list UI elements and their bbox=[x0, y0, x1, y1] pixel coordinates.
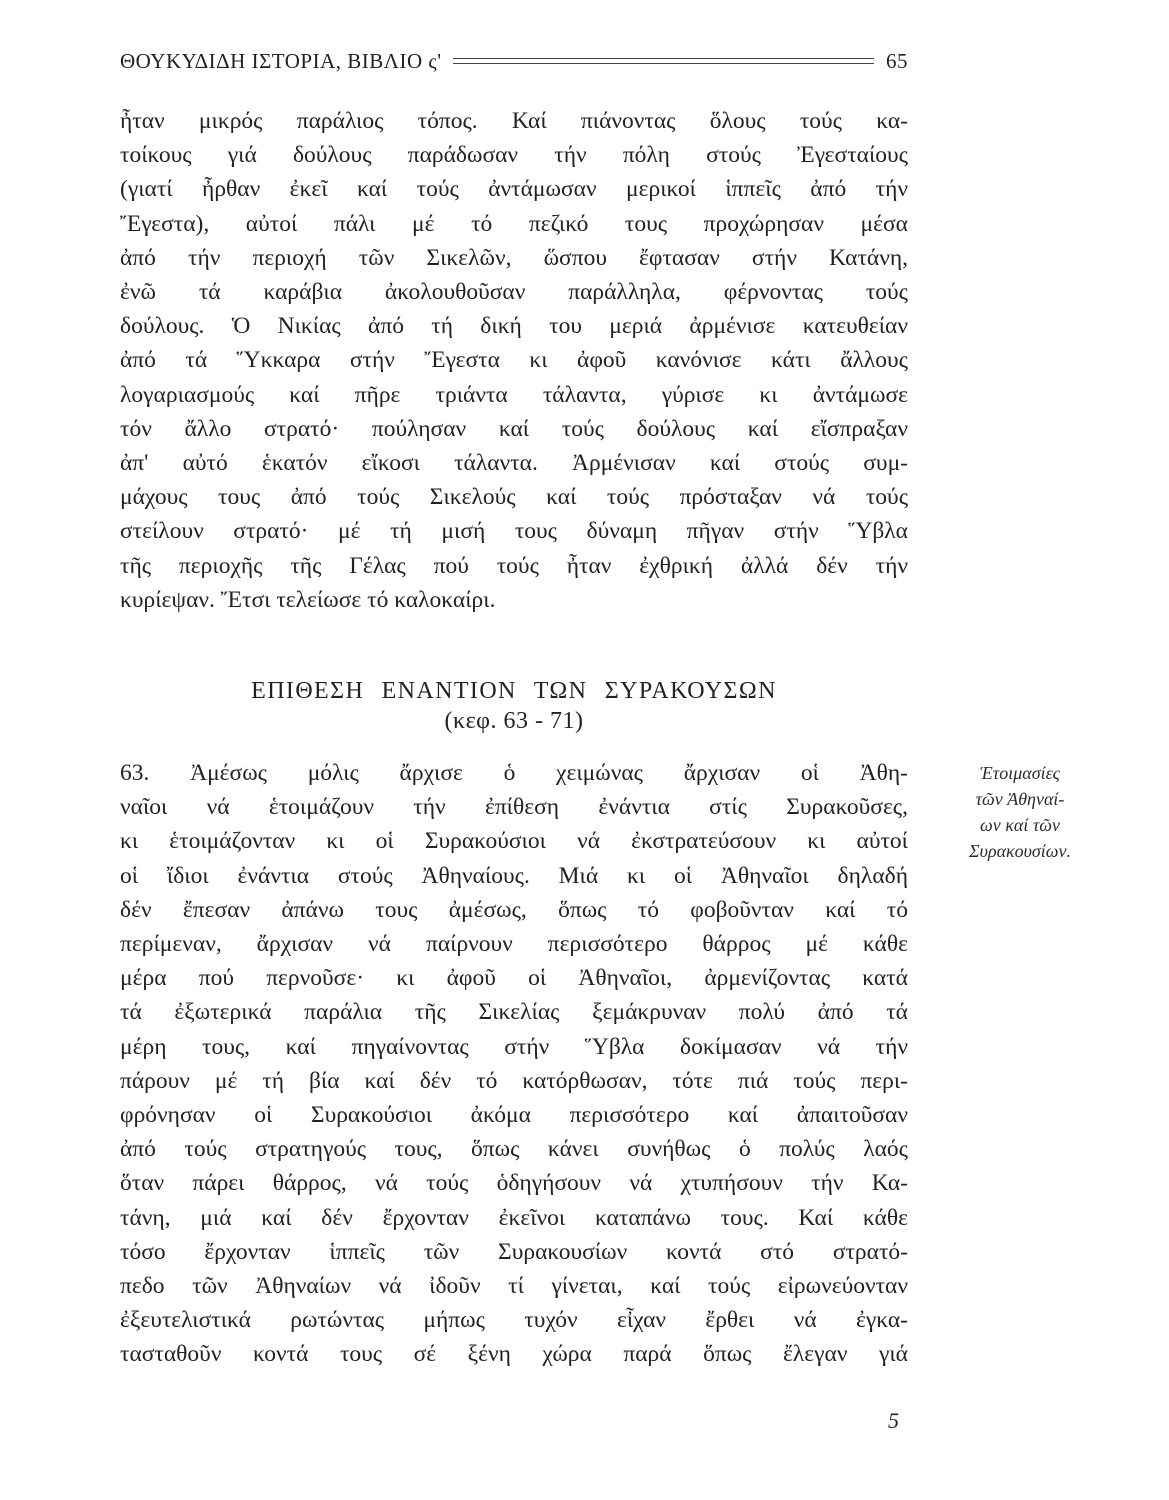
margin-note bbox=[940, 760, 1100, 864]
paragraph-2 bbox=[120, 756, 908, 1372]
text-line: ἦταν μικρός παράλιος τόπος. Καί πιάνοντας ὅλους τούς κα- bbox=[120, 108, 908, 134]
header-rule bbox=[453, 58, 874, 64]
page-number: 65 bbox=[886, 48, 908, 73]
text-line: μέρη τους, καί πηγαίνοντας στήν Ὕβλα δοκίμασαν νά τήν bbox=[120, 1033, 908, 1060]
text-line: οἱ ἴδιοι ἐνάντια στούς Ἀθηναίους. Μιά κι οἱ Ἀθηναῖοι δηλαδή bbox=[120, 862, 908, 889]
text-line: δούλους. Ὁ Νικίας ἀπό τή δική του μεριά ἀρμένισε κατευθείαν bbox=[120, 313, 908, 340]
text-line: περίμεναν, ἄρχισαν νά παίρνουν περισσότερο θάρρος μέ κάθε bbox=[120, 931, 908, 958]
margin-note-line: Συρακουσίων. bbox=[968, 841, 1072, 861]
text-line: κι ἑτοιμάζονταν κι οἱ Συρακούσιοι νά ἐκστρατεύσουν κι αὐτοί bbox=[120, 828, 908, 855]
text-line: πεδο τῶν Ἀθηναίων νά ἰδοῦν τί γίνεται, καί τούς εἰρωνεύονταν bbox=[120, 1273, 908, 1300]
text-line: δέν ἔπεσαν ἀπάνω τους ἀμέσως, ὅπως τό φοβοῦνταν καί τό bbox=[120, 896, 908, 923]
text-line: τόσο ἔρχονταν ἱππεῖς τῶν Συρακουσίων κοντά στό στρατό- bbox=[120, 1238, 908, 1265]
text-line: στείλουν στρατό· μέ τή μισή τους δύναμη πῆγαν στήν Ὕβλα bbox=[120, 518, 908, 545]
text-line: ἀπό τούς στρατηγούς τους, ὅπως κάνει συνήθως ὁ πολύς λαός bbox=[120, 1136, 908, 1163]
section-chapters: (κεφ. 63 - 71) bbox=[444, 708, 584, 734]
text-line: τόν ἄλλο στρατό· πούλησαν καί τούς δούλους καί εἴσπραξαν bbox=[120, 415, 908, 442]
text-line: Ἔγεστα), αὐτοί πάλι μέ τό πεζικό τους προχώρησαν μέσα bbox=[120, 210, 908, 237]
text-line: πάρουν μέ τή βία καί δέν τό κατόρθωσαν, τότε πιά τούς περι- bbox=[120, 1067, 908, 1094]
text-line: τά ἐξωτερικά παράλια τῆς Σικελίας ξεμάκρυναν πολύ ἀπό τά bbox=[120, 999, 908, 1026]
text-line: τάνη, μιά καί δέν ἔρχονταν ἐκεῖνοι καταπάνω τους. Καί κάθε bbox=[120, 1204, 908, 1231]
header-title: ΘΟΥΚΥΔΙΔΗ ΙΣΤΟΡΙΑ, ΒΙΒΛΙΟ ς' bbox=[120, 48, 442, 73]
text-line: τῆς περιοχῆς τῆς Γέλας πού τούς ἦταν ἐχθρική ἀλλά δέν τήν bbox=[120, 552, 908, 579]
text-line: ἐνῶ τά καράβια ἀκολουθοῦσαν παράλληλα, φέρνοντας τούς bbox=[120, 279, 908, 306]
text-line: ἐξευτελιστικά ρωτώντας μήπως τυχόν εἶχαν ἔρθει νά ἐγκα- bbox=[120, 1307, 908, 1334]
text-line: τασταθοῦν κοντά τους σέ ξένη χώρα παρά ὅπως ἔλεγαν γιά bbox=[120, 1341, 908, 1368]
text-line: κυρίεψαν. Ἔτσι τελείωσε τό καλοκαίρι. bbox=[120, 586, 496, 613]
text-line: ἀπό τά Ὕκκαρα στήν Ἔγεστα κι ἀφοῦ κανόνισε κάτι ἄλλους bbox=[120, 347, 908, 374]
text-line: φρόνησαν οἱ Συρακούσιοι ἀκόμα περισσότερο καί ἀπαιτοῦσαν bbox=[120, 1102, 908, 1129]
text-line: μέρα πού περνοῦσε· κι ἀφοῦ οἱ Ἀθηναῖοι, ἀρμενίζοντας κατά bbox=[120, 965, 908, 992]
paragraph-1 bbox=[120, 104, 908, 617]
margin-note-line: ων καί τῶν bbox=[980, 815, 1060, 835]
text-line: (γιατί ἦρθαν ἐκεῖ καί τούς ἀντάμωσαν μερικοί ἱππεῖς ἀπό τήν bbox=[120, 176, 908, 203]
text-line: μάχους τους ἀπό τούς Σικελούς καί τούς πρόσταξαν νά τούς bbox=[120, 484, 908, 511]
text-line: ἀπό τήν περιοχή τῶν Σικελῶν, ὥσπου ἔφτασαν στήν Κατάνη, bbox=[120, 244, 908, 271]
signature-mark: 5 bbox=[888, 1408, 899, 1433]
margin-note-line: Ἑτοιμασίες bbox=[980, 763, 1060, 783]
margin-note-line: τῶν Ἀθηναί- bbox=[975, 789, 1065, 809]
text-line: τοίκους γιά δούλους παράδωσαν τήν πόλη στούς Ἐγεσταίους bbox=[120, 142, 908, 169]
text-line: λογαριασμούς καί πῆρε τριάντα τάλαντα, γύρισε κι ἀντάμωσε bbox=[120, 381, 908, 408]
text-line: 63. Ἀμέσως μόλις ἄρχισε ὁ χειμώνας ἄρχισαν οἱ Ἀθη- bbox=[120, 760, 908, 786]
running-header bbox=[120, 46, 908, 76]
section-title: ΕΠΙΘΕΣΗ ΕΝΑΝΤΙΟΝ ΤΩΝ ΣΥΡΑΚΟΥΣΩΝ bbox=[251, 678, 777, 704]
text-line: ἀπ' αὐτό ἑκατόν εἴκοσι τάλαντα. Ἀρμένισαν καί στούς συμ- bbox=[120, 450, 908, 477]
text-line: ναῖοι νά ἑτοιμάζουν τήν ἐπίθεση ἐνάντια στίς Συρακοῦσες, bbox=[120, 794, 908, 821]
text-line: ὅταν πάρει θάρρος, νά τούς ὁδηγήσουν νά χτυπήσουν τήν Κα- bbox=[120, 1170, 908, 1197]
section-heading bbox=[120, 676, 908, 736]
